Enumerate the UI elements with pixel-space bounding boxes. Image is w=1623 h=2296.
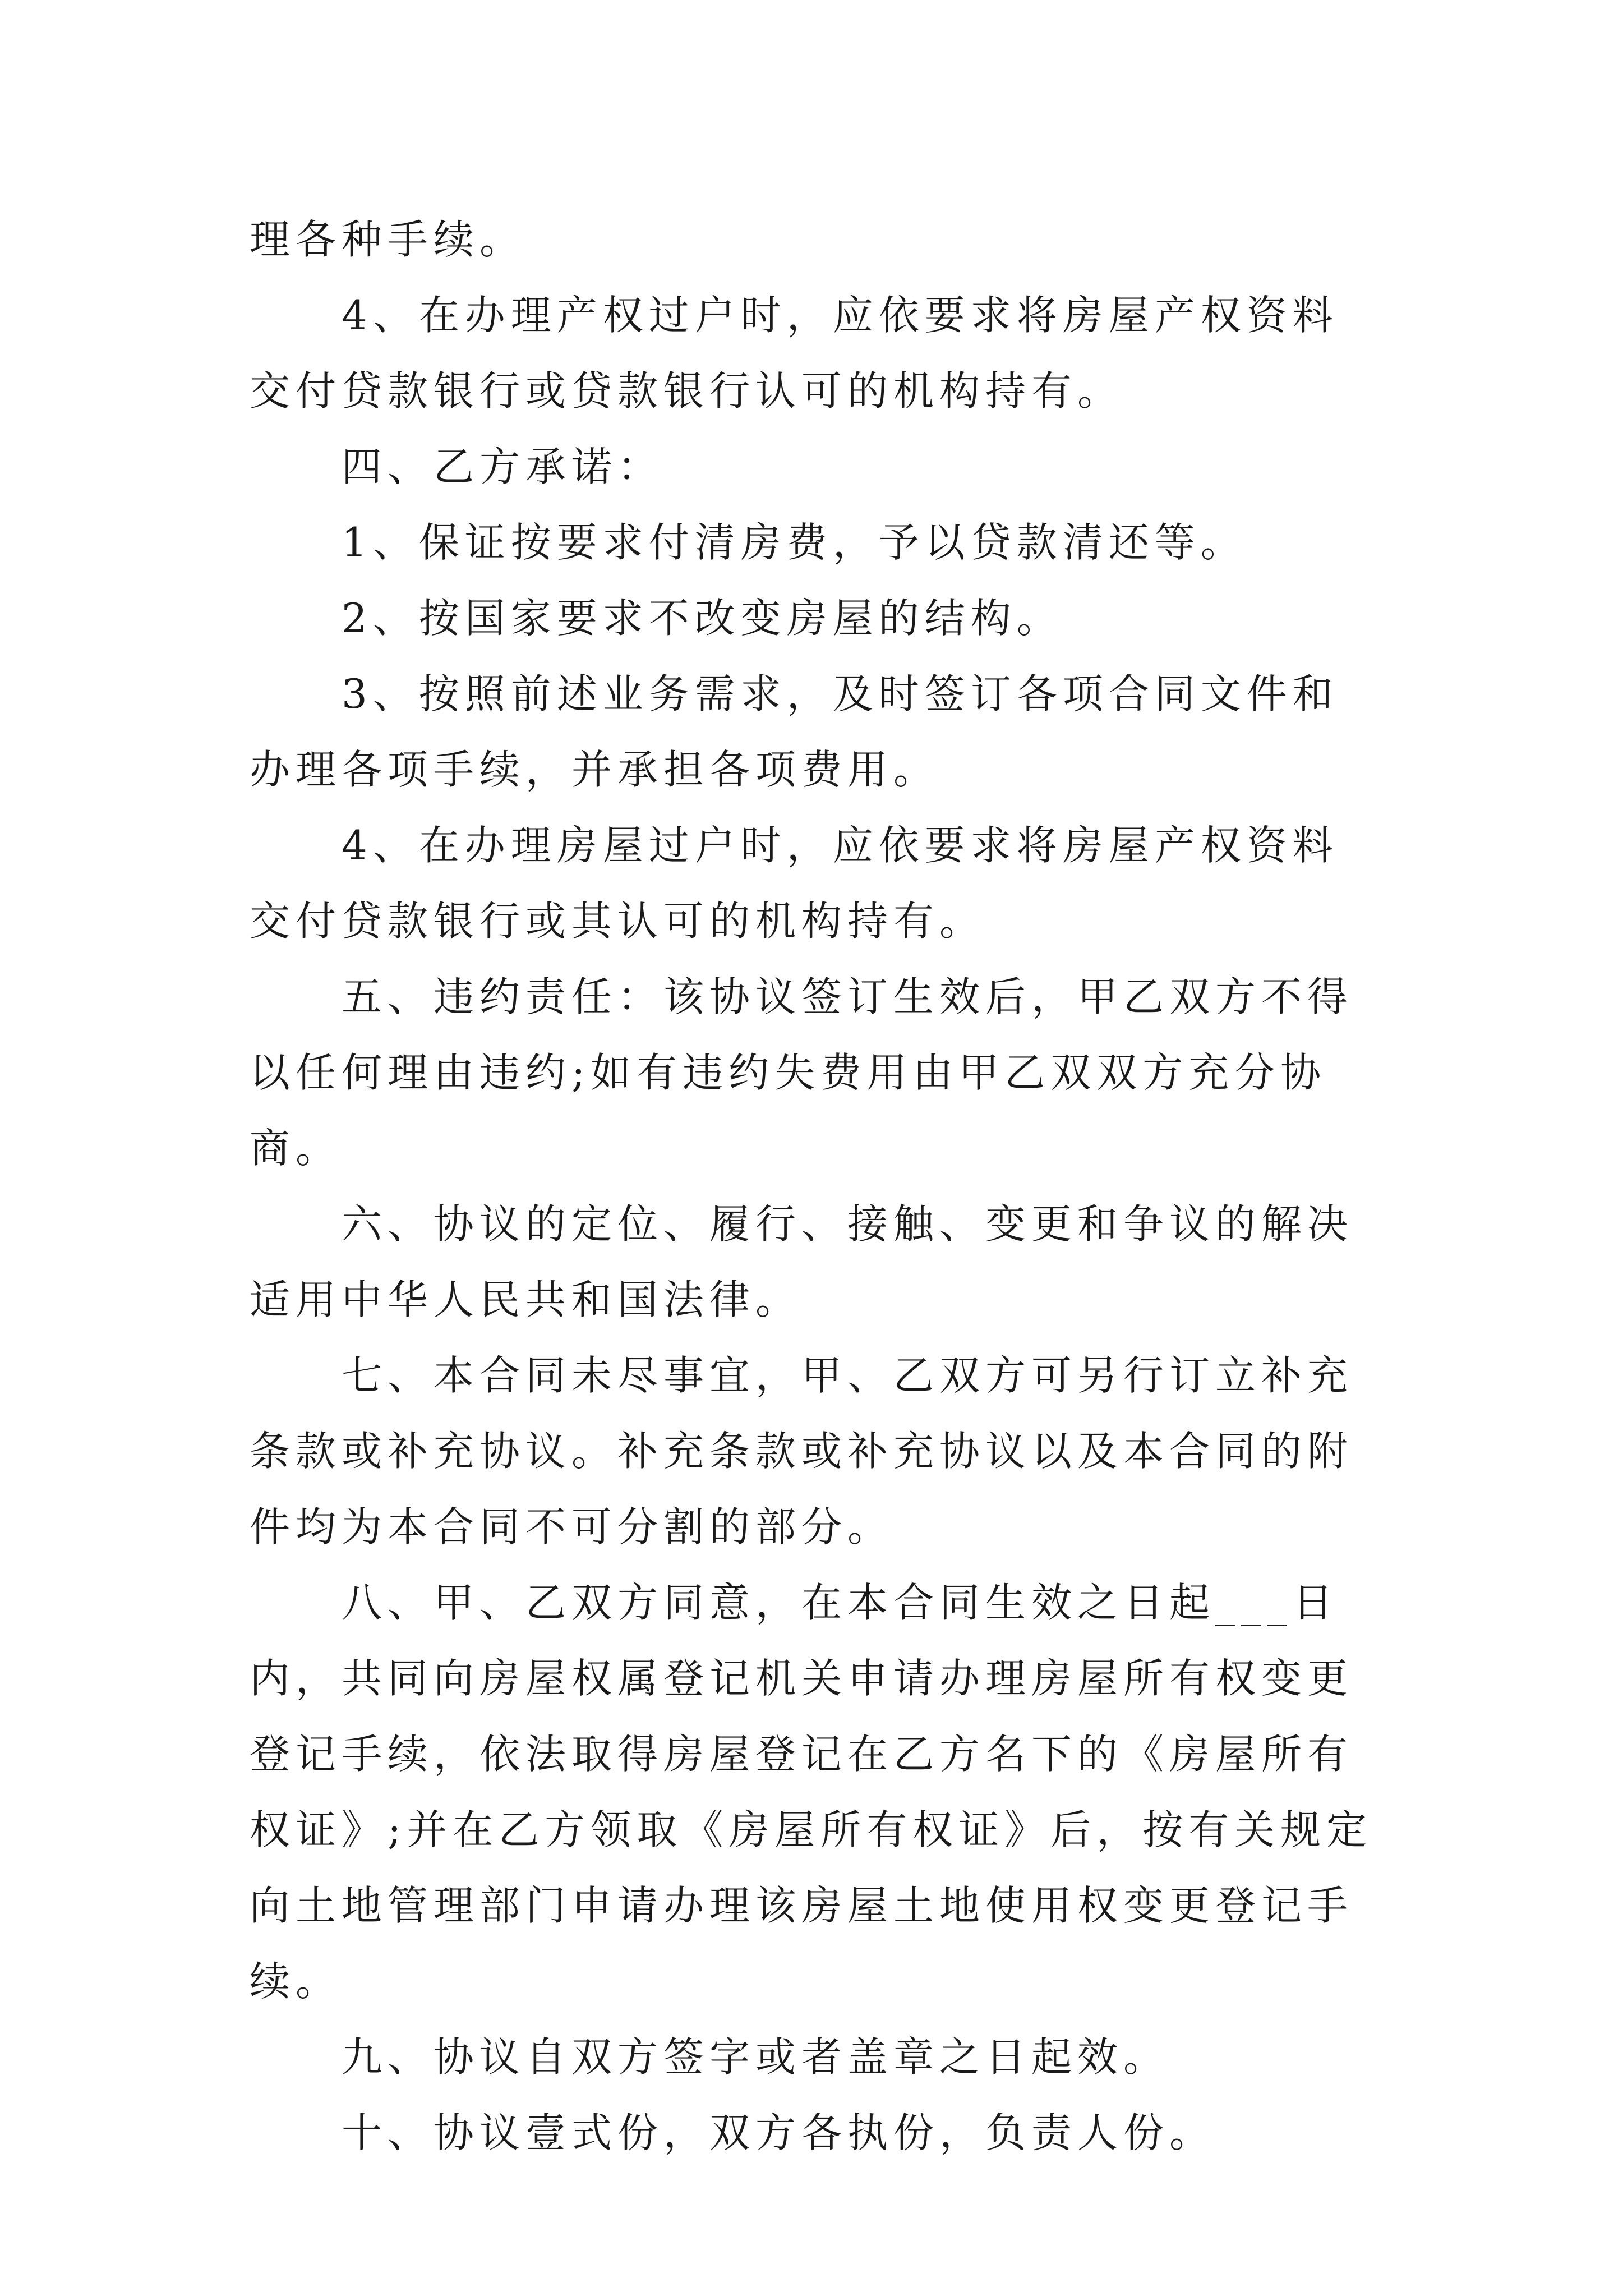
section-copies: 十、协议壹式份，双方各执份，负责人份。 bbox=[342, 2109, 1216, 2156]
paragraph-clause-4-2: 2、按国家要求不改变房屋的结构。 bbox=[342, 595, 1063, 642]
section-governing-law: 六、协议的定位、履行、接触、变更和争议的解决适用中华人民共和国法律。 bbox=[250, 1200, 1354, 1323]
paragraph-procedures-continued: 理各种手续。 bbox=[250, 216, 526, 263]
section-effective-date: 九、协议自双方签字或者盖章之日起效。 bbox=[342, 2033, 1170, 2081]
section-breach-liability: 五、违约责任：该协议签订生效后，甲乙双方不得以任何理由违约;如有违约失费用由甲乙双双方充分协商。 bbox=[250, 973, 1354, 1172]
section-supplementary-terms: 七、本合同未尽事宜，甲、乙双方可另行订立补充条款或补充协议。补充条款或补充协议以及本合同的附件均为本合同不可分割的部分。 bbox=[250, 1352, 1354, 1550]
paragraph-clause-4-4: 4、在办理房屋过户时，应依要求将房屋产权资料交付贷款银行或其认可的机构持有。 bbox=[250, 822, 1339, 945]
section-heading-party-b-commitments: 四、乙方承诺： bbox=[342, 443, 664, 490]
paragraph-clause-4-3: 3、按照前述业务需求，及时签订各项合同文件和办理各项手续，并承担各项费用。 bbox=[250, 670, 1339, 793]
section-title-transfer-registration: 八、甲、乙双方同意，在本合同生效之日起___日内，共同向房屋权属登记机关申请办理房屋所有权变更登记手续，依法取得房屋登记在乙方名下的《房屋所有权证》;并在乙方领取《房屋所有权证》后，按有关规定向土地管理部门申请办理该房屋土地使用权变更登记手续。 bbox=[250, 1579, 1373, 2005]
paragraph-clause-4-1: 1、保证按要求付清房费，予以贷款清还等。 bbox=[342, 519, 1247, 566]
document-body bbox=[250, 202, 1382, 2171]
paragraph-clause-3-4: 4、在办理产权过户时，应依要求将房屋产权资料交付贷款银行或贷款银行认可的机构持有。 bbox=[250, 292, 1339, 415]
